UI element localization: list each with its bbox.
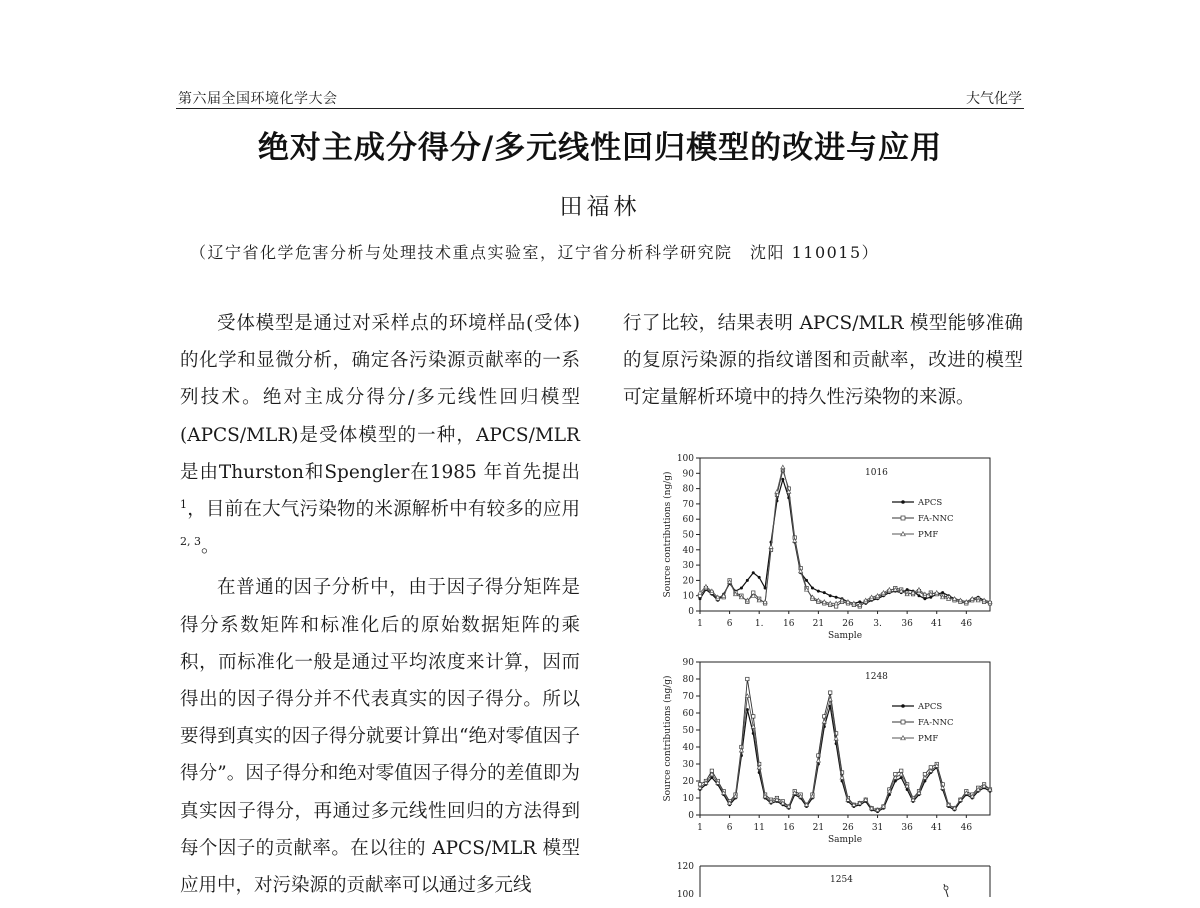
y-tick-label: 120 (676, 862, 694, 872)
point-apcs (829, 594, 832, 597)
x-axis-label: Sample (827, 631, 863, 641)
series-line-apcs (700, 479, 990, 603)
point-pmf (846, 600, 850, 604)
header-rule (176, 108, 1024, 109)
x-tick-label: 41 (931, 619, 943, 629)
running-header-section: 大气化学 (966, 91, 1022, 107)
point-pmf (704, 585, 708, 589)
y-axis-label: Source contributions (ng/g) (663, 675, 673, 802)
x-tick-label: 16 (783, 823, 795, 833)
point-pmf (970, 597, 974, 601)
point-pmf (917, 588, 921, 592)
point-apcs (929, 596, 932, 599)
y-tick-label: 50 (682, 530, 694, 541)
point-apcs (781, 478, 784, 481)
point-pmf (952, 597, 956, 601)
point-pmf (763, 600, 767, 604)
point-pmf (834, 601, 838, 605)
paragraph-intro-text-c: 。 (201, 536, 220, 558)
x-tick-label: 11 (753, 823, 765, 833)
x-tick-label: 1 (697, 619, 703, 629)
y-tick-label: 10 (682, 591, 694, 602)
x-tick-label: 21 (812, 823, 825, 833)
y-tick-label: 20 (682, 777, 694, 787)
point-pmf (822, 600, 826, 604)
point-pmf (876, 594, 880, 598)
point-apcs (740, 587, 743, 590)
legend-label-apcs: APCS (918, 702, 943, 712)
x-tick-label: 46 (960, 823, 973, 833)
y-tick-label: 70 (682, 692, 694, 702)
point-apcs (752, 571, 755, 574)
y-tick-label: 30 (682, 561, 694, 572)
x-tick-label: 36 (901, 823, 913, 833)
point-apcs (746, 579, 749, 582)
chart-1254-partial (650, 858, 1010, 900)
legend-label-apcs: APCS (918, 498, 943, 508)
citation-ref-1: 1 (180, 497, 187, 511)
point-pmf (864, 598, 868, 602)
y-tick-label: 30 (682, 760, 694, 770)
chart-title: 1016 (865, 468, 888, 478)
legend-marker-fa-nnc (901, 516, 905, 520)
x-tick-label: 21 (812, 619, 825, 629)
x-tick-label: 16 (783, 619, 795, 629)
point-pmf (816, 598, 820, 602)
y-tick-label: 40 (682, 743, 694, 753)
point-pmf (982, 598, 986, 602)
affiliation: （辽宁省化学危害分析与处理技术重点实验室，辽宁省分析科学研究院 沈阳 110015） (190, 243, 880, 262)
y-tick-label: 40 (682, 545, 694, 556)
point-pmf (870, 595, 874, 599)
y-axis-label: Source contributions (ng/g) (663, 471, 673, 598)
point-pmf (781, 465, 785, 469)
author-name: 田福林 (559, 194, 641, 220)
point-pmf (935, 591, 939, 595)
x-tick-label: 6 (726, 823, 733, 833)
x-tick-label: 41 (931, 823, 943, 833)
point-pmf (769, 545, 773, 549)
y-tick-label: 50 (682, 726, 694, 736)
point-fa-nnc (752, 715, 755, 718)
x-tick-label: 1. (754, 619, 764, 629)
y-tick-label: 0 (688, 607, 694, 617)
x-tick-label: 26 (842, 619, 854, 629)
left-column (180, 305, 580, 908)
point-pmf (988, 600, 992, 604)
chart-1248 (650, 654, 1010, 854)
legend-marker-apcs (901, 704, 905, 708)
y-tick-label: 80 (682, 484, 694, 495)
point-apcs (811, 587, 814, 590)
chart-title: 1254 (830, 875, 853, 885)
paper-title: 绝对主成分得分/多元线性回归模型的改进与应用 (257, 130, 943, 166)
running-header-conference: 第六届全国环境化学大会 (178, 91, 338, 107)
chart-title: 1248 (865, 672, 888, 682)
y-tick-label: 0 (688, 811, 694, 821)
point-pmf (852, 601, 856, 605)
y-tick-label: 10 (682, 794, 694, 804)
point-pmf (881, 591, 885, 595)
right-column (623, 305, 1023, 421)
x-tick-label: 6 (726, 619, 733, 629)
point-pmf (964, 600, 968, 604)
plot-frame (700, 458, 990, 611)
point-apcs (835, 596, 838, 599)
x-tick-label: 26 (842, 823, 854, 833)
y-tick-label: 70 (682, 499, 694, 510)
point-pmf (828, 601, 832, 605)
point-fa-nnc (829, 691, 832, 694)
point-pmf (840, 776, 844, 780)
y-tick-label: 90 (682, 658, 694, 668)
point-apcs (817, 590, 820, 593)
point-apcs (917, 594, 920, 597)
y-tick-label: 100 (676, 890, 694, 900)
x-tick-label: 36 (901, 619, 913, 629)
point-pmf (816, 759, 820, 763)
point-pmf (958, 598, 962, 602)
x-tick-label: 3. (873, 619, 882, 629)
point-apcs (805, 579, 808, 582)
x-tick-label: 31 (871, 823, 884, 833)
paragraph-intro-text-b: ，目前在大气污染物的米源解析中有较多的应用 (187, 499, 580, 521)
y-tick-label: 20 (682, 576, 694, 587)
paragraph-intro-text-a: 受体模型是通过对采样点的环境样品(受体)的化学和显微分析，确定各污染源贡献率的一系列技术。绝对主成分得分/多元线性回归模型(APCS/MLR)是受体模型的一种，APCS/MLR是由Thurston和Spengler在1985 年首先提出 (180, 313, 580, 483)
legend-label-fa-nnc: FA-NNC (918, 718, 954, 728)
paragraph-conclusion: 行了比较，结果表明 APCS/MLR 模型能够准确的复原污染源的指纹谱图和贡献率，改进的模型可定量解析环境中的持久性污染物的来源。 (623, 313, 1023, 409)
legend-label-fa-nnc: FA-NNC (918, 514, 954, 524)
x-tick-label: 46 (960, 619, 973, 629)
point-apcs (823, 591, 826, 594)
series-line-pmf (700, 467, 990, 605)
y-tick-label: 60 (682, 515, 694, 526)
paragraph-method: 在普通的因子分析中，由于因子得分矩阵是得分系数矩阵和标准化后的原始数据矩阵的乘积，而标准化一般是通过平均浓度来计算，因而得出的因子得分并不代表真实的因子得分。所以要得到真实的因子得分就要计算出“绝对零值因子得分”。因子得分和绝对零值因子得分的差值即为真实因子得分，再通过多元线性回归的方法得到每个因子的贡献率。在以往的 APCS/MLR 模型应用中，对污染源的贡献率可以通过多元线 (180, 577, 580, 897)
legend-label-pmf: PMF (918, 530, 939, 540)
x-tick-label: 1 (697, 823, 703, 833)
legend-marker-fa-nnc (901, 720, 905, 724)
x-axis-label: Sample (827, 835, 863, 845)
point-apcs (710, 776, 713, 779)
point-peak (944, 886, 948, 890)
y-tick-label: 80 (682, 675, 694, 685)
legend-label-pmf: PMF (918, 734, 939, 744)
point-fa-nnc (746, 677, 749, 680)
chart-1016 (650, 450, 1010, 650)
y-tick-label: 100 (676, 454, 694, 464)
point-apcs (758, 576, 761, 579)
paragraph-intro (180, 305, 580, 565)
y-tick-label: 90 (682, 469, 694, 480)
legend-marker-apcs (901, 500, 905, 504)
point-pmf (887, 588, 891, 592)
citation-ref-2-3: 2, 3 (180, 535, 201, 549)
y-tick-label: 60 (682, 709, 694, 719)
